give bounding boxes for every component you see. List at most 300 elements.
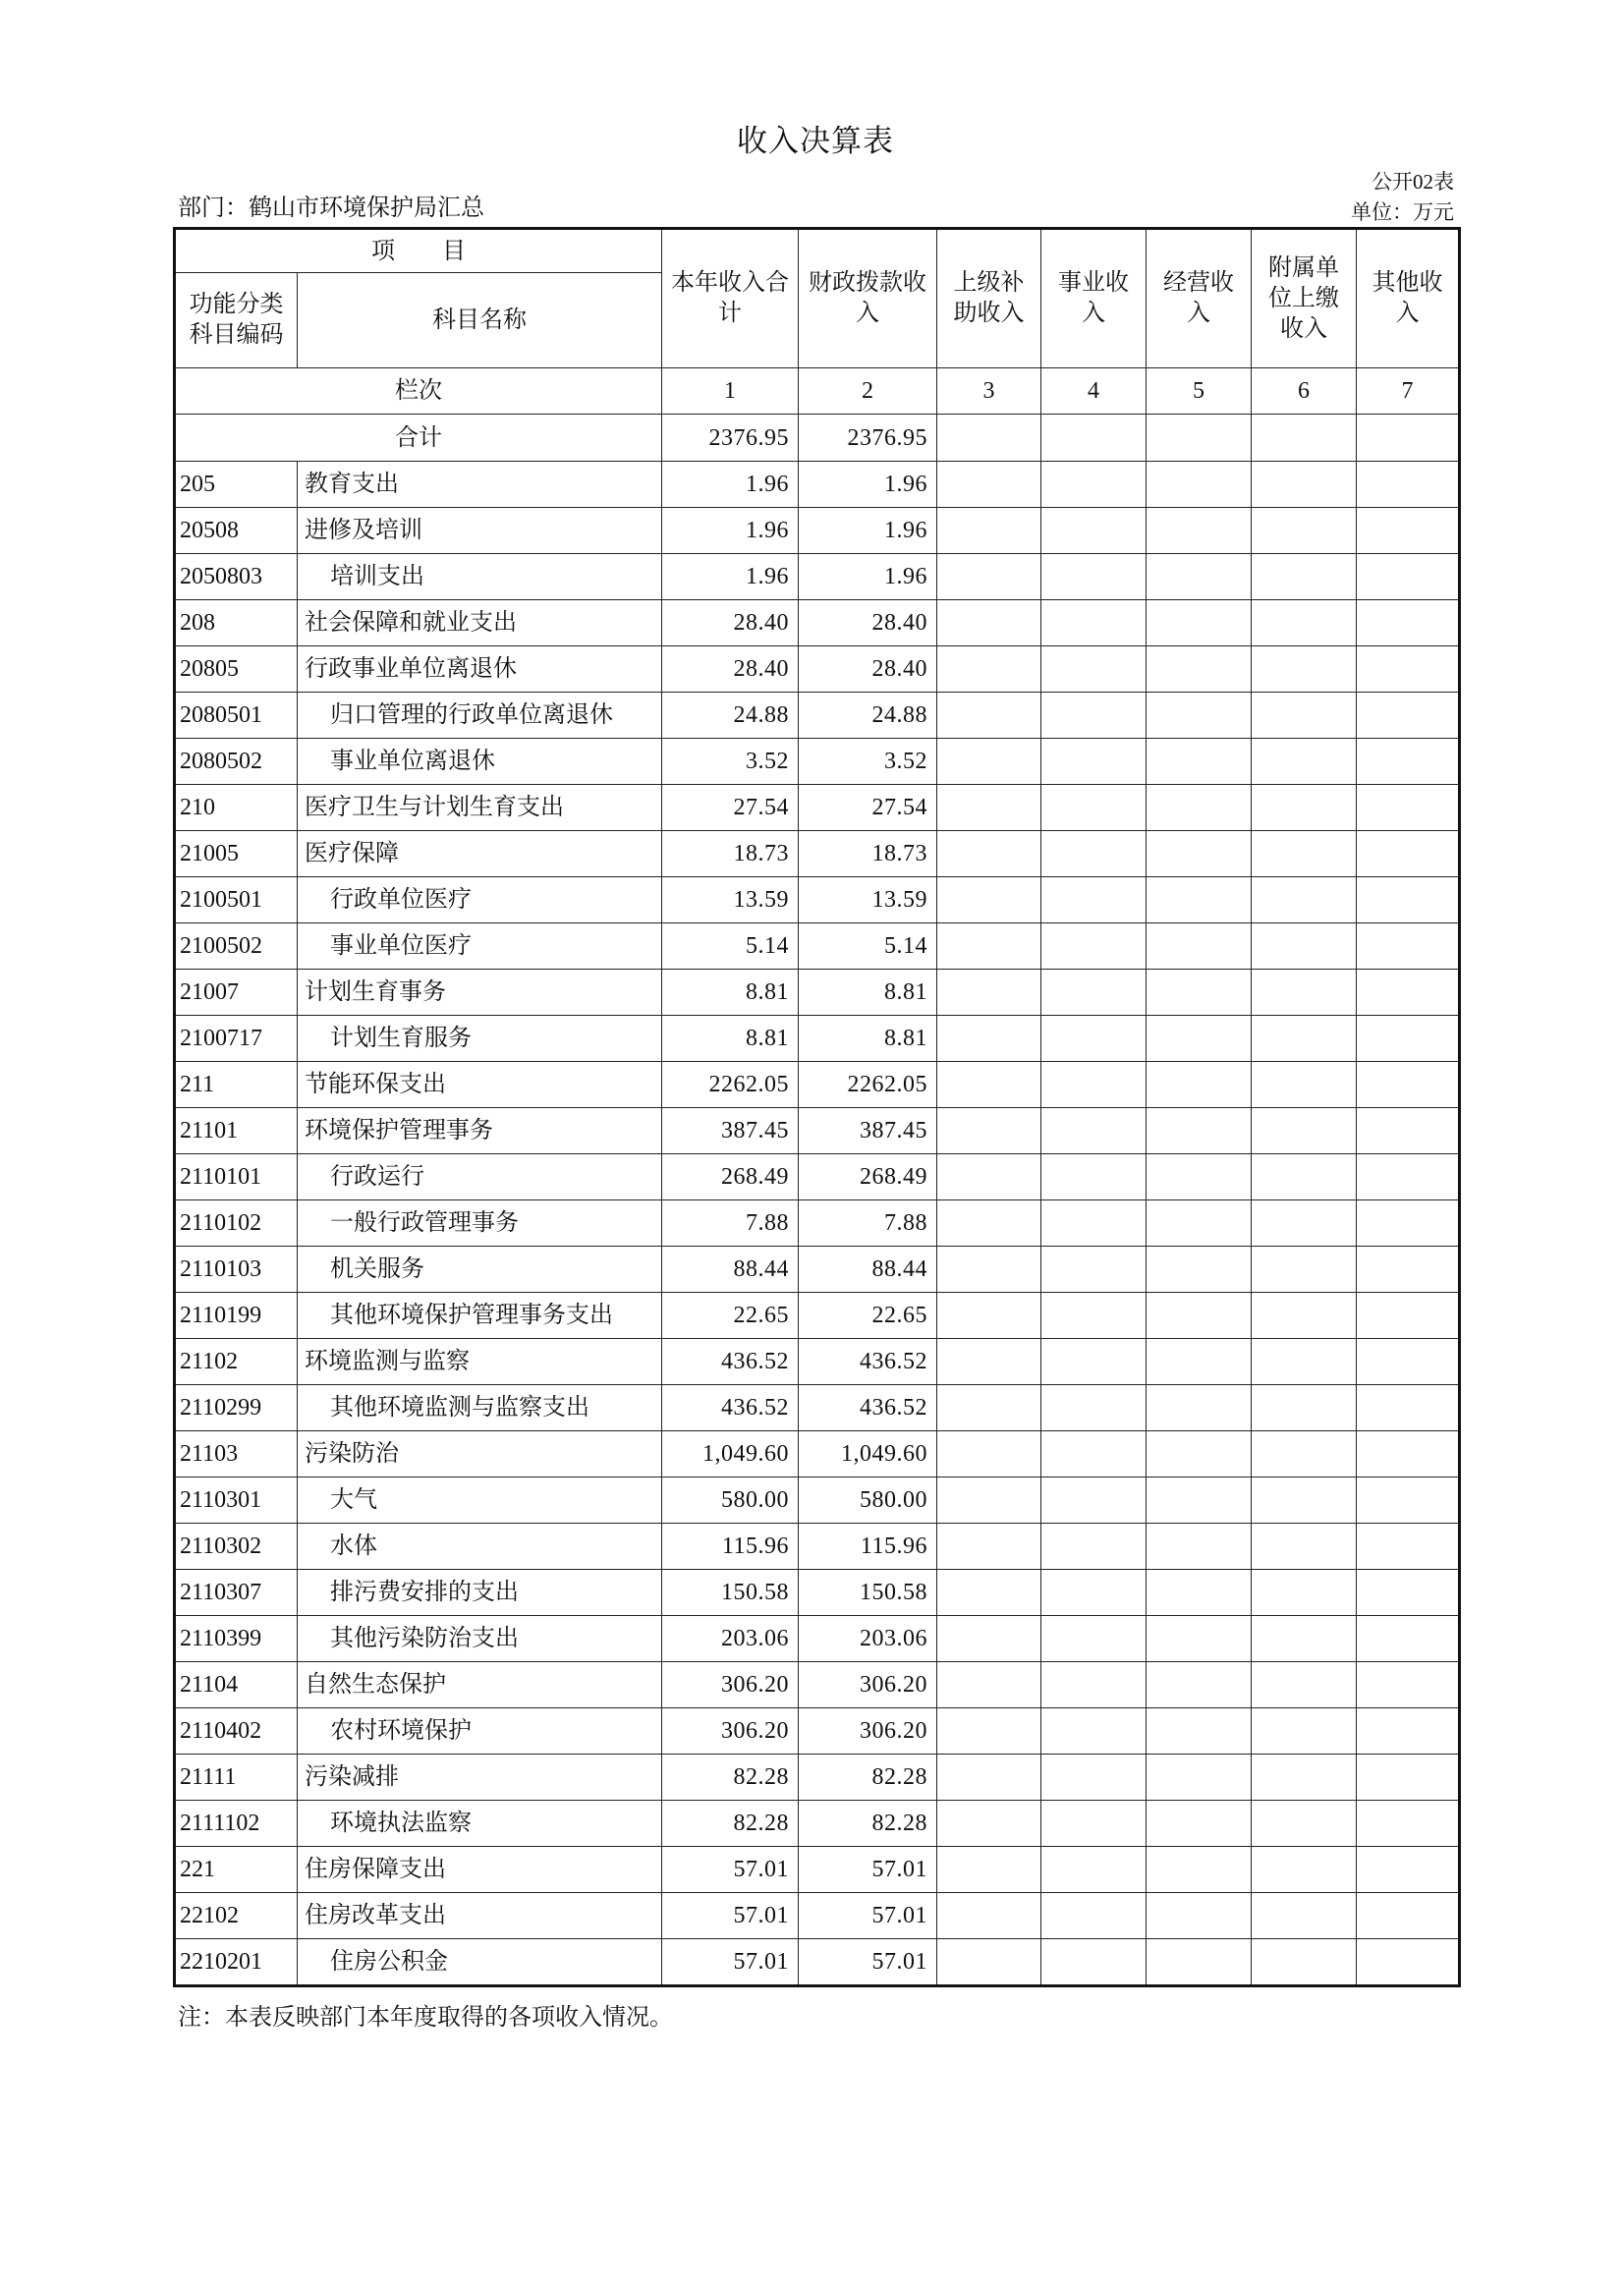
cell-operating-income bbox=[1147, 1108, 1252, 1154]
cell-business-income bbox=[1041, 600, 1147, 646]
row-name: 环境保护管理事务 bbox=[298, 1108, 662, 1154]
table-row bbox=[175, 1847, 1460, 1893]
cell-affiliated-remittance bbox=[1252, 508, 1357, 554]
cell-superior-subsidy bbox=[937, 1293, 1041, 1339]
cell-operating-income bbox=[1147, 923, 1252, 970]
cell-operating-income bbox=[1147, 785, 1252, 831]
cell-superior-subsidy bbox=[937, 923, 1041, 970]
cell-other-income bbox=[1357, 1755, 1460, 1801]
cell-income-total: 82.28 bbox=[662, 1755, 799, 1801]
cell-business-income bbox=[1041, 1247, 1147, 1293]
cell-affiliated-remittance bbox=[1252, 693, 1357, 739]
cell-other-income bbox=[1357, 1293, 1460, 1339]
cell-income-total: 8.81 bbox=[662, 970, 799, 1016]
table-row bbox=[175, 785, 1460, 831]
cell-fiscal-allocation: 22.65 bbox=[799, 1293, 937, 1339]
table-row bbox=[175, 508, 1460, 554]
table-row bbox=[175, 1339, 1460, 1385]
cell-superior-subsidy bbox=[937, 1108, 1041, 1154]
cell-operating-income bbox=[1147, 1570, 1252, 1616]
cell-other-income bbox=[1357, 1801, 1460, 1847]
cell-operating-income bbox=[1147, 877, 1252, 923]
cell-superior-subsidy bbox=[937, 1339, 1041, 1385]
cell-income-total: 387.45 bbox=[662, 1108, 799, 1154]
cell-operating-income bbox=[1147, 1431, 1252, 1478]
row-code: 21103 bbox=[175, 1431, 298, 1478]
cell-operating-income bbox=[1147, 1755, 1252, 1801]
cell-operating-income bbox=[1147, 1708, 1252, 1755]
row-index-number: 6 bbox=[1252, 368, 1357, 415]
department-label: 部门：鹤山市环境保护局汇总 bbox=[178, 195, 484, 221]
cell-operating-income bbox=[1147, 554, 1252, 600]
row-name: 其他污染防治支出 bbox=[298, 1616, 662, 1662]
cell-other-income bbox=[1357, 1200, 1460, 1247]
code-header bbox=[175, 273, 298, 368]
cell-superior-subsidy bbox=[937, 1708, 1041, 1755]
row-code: 205 bbox=[175, 462, 298, 508]
cell-income-total: 22.65 bbox=[662, 1293, 799, 1339]
cell-business-income bbox=[1041, 1431, 1147, 1478]
form-number: 公开02表 bbox=[1372, 170, 1454, 194]
cell-other-income bbox=[1357, 1247, 1460, 1293]
cell-income-total: 3.52 bbox=[662, 739, 799, 785]
cell-other-income bbox=[1357, 508, 1460, 554]
row-code: 2110299 bbox=[175, 1385, 298, 1431]
row-name: 行政单位医疗 bbox=[298, 877, 662, 923]
table-row bbox=[175, 646, 1460, 693]
table-row bbox=[175, 1478, 1460, 1524]
cell-business-income bbox=[1041, 739, 1147, 785]
cell-business-income bbox=[1041, 508, 1147, 554]
row-code: 221 bbox=[175, 1847, 298, 1893]
row-code: 2100717 bbox=[175, 1016, 298, 1062]
cell-business-income bbox=[1041, 693, 1147, 739]
cell-affiliated-remittance bbox=[1252, 831, 1357, 877]
cell-other-income bbox=[1357, 1062, 1460, 1108]
income-final-accounts-table bbox=[173, 227, 1461, 1987]
cell-affiliated-remittance bbox=[1252, 1570, 1357, 1616]
row-name: 医疗卫生与计划生育支出 bbox=[298, 785, 662, 831]
row-code: 20805 bbox=[175, 646, 298, 693]
cell-business-income bbox=[1041, 462, 1147, 508]
cell-affiliated-remittance bbox=[1252, 1893, 1357, 1939]
cell-other-income bbox=[1357, 785, 1460, 831]
cell-affiliated-remittance bbox=[1252, 785, 1357, 831]
cell-operating-income bbox=[1147, 1847, 1252, 1893]
total-income-total: 2376.95 bbox=[662, 415, 799, 462]
cell-other-income bbox=[1357, 693, 1460, 739]
cell-operating-income bbox=[1147, 415, 1252, 462]
cell-affiliated-remittance bbox=[1252, 1755, 1357, 1801]
cell-other-income bbox=[1357, 1939, 1460, 1986]
row-name: 污染防治 bbox=[298, 1431, 662, 1478]
row-name: 住房改革支出 bbox=[298, 1893, 662, 1939]
row-code: 21101 bbox=[175, 1108, 298, 1154]
cell-fiscal-allocation: 82.28 bbox=[799, 1755, 937, 1801]
cell-business-income bbox=[1041, 877, 1147, 923]
cell-affiliated-remittance bbox=[1252, 600, 1357, 646]
cell-business-income bbox=[1041, 785, 1147, 831]
cell-fiscal-allocation: 150.58 bbox=[799, 1570, 937, 1616]
col-header-affiliated-remittance-label: 附属单位上缴收入 bbox=[1268, 254, 1339, 342]
cell-affiliated-remittance bbox=[1252, 1247, 1357, 1293]
cell-operating-income bbox=[1147, 1616, 1252, 1662]
cell-fiscal-allocation: 27.54 bbox=[799, 785, 937, 831]
row-index-number: 1 bbox=[662, 368, 799, 415]
cell-superior-subsidy bbox=[937, 1154, 1041, 1200]
row-code: 20508 bbox=[175, 508, 298, 554]
cell-superior-subsidy bbox=[937, 462, 1041, 508]
row-index-label: 栏次 bbox=[175, 368, 662, 415]
cell-other-income bbox=[1357, 1662, 1460, 1708]
cell-income-total: 18.73 bbox=[662, 831, 799, 877]
row-index-number: 4 bbox=[1041, 368, 1147, 415]
table-row bbox=[175, 462, 1460, 508]
row-name: 进修及培训 bbox=[298, 508, 662, 554]
cell-business-income bbox=[1041, 646, 1147, 693]
cell-operating-income bbox=[1147, 1293, 1252, 1339]
row-index-number: 7 bbox=[1357, 368, 1460, 415]
cell-business-income bbox=[1041, 415, 1147, 462]
cell-other-income bbox=[1357, 1616, 1460, 1662]
table-row bbox=[175, 1200, 1460, 1247]
row-code: 2050803 bbox=[175, 554, 298, 600]
row-name: 大气 bbox=[298, 1478, 662, 1524]
col-header-fiscal-allocation bbox=[799, 229, 937, 368]
cell-affiliated-remittance bbox=[1252, 1339, 1357, 1385]
cell-operating-income bbox=[1147, 1939, 1252, 1986]
cell-fiscal-allocation: 387.45 bbox=[799, 1108, 937, 1154]
cell-affiliated-remittance bbox=[1252, 462, 1357, 508]
row-code: 2110102 bbox=[175, 1200, 298, 1247]
cell-income-total: 1,049.60 bbox=[662, 1431, 799, 1478]
table-row bbox=[175, 1524, 1460, 1570]
cell-income-total: 306.20 bbox=[662, 1708, 799, 1755]
cell-business-income bbox=[1041, 1847, 1147, 1893]
col-header-operating-income bbox=[1147, 229, 1252, 368]
cell-operating-income bbox=[1147, 1893, 1252, 1939]
cell-operating-income bbox=[1147, 1016, 1252, 1062]
cell-fiscal-allocation: 203.06 bbox=[799, 1616, 937, 1662]
col-header-business-income-label: 事业收入 bbox=[1058, 270, 1129, 326]
table-row bbox=[175, 554, 1460, 600]
table-row bbox=[175, 1755, 1460, 1801]
cell-fiscal-allocation: 57.01 bbox=[799, 1847, 937, 1893]
cell-operating-income bbox=[1147, 646, 1252, 693]
col-header-fiscal-allocation-label: 财政拨款收入 bbox=[809, 270, 926, 326]
cell-superior-subsidy bbox=[937, 600, 1041, 646]
row-name: 住房保障支出 bbox=[298, 1847, 662, 1893]
total-row bbox=[175, 415, 1460, 462]
table-row bbox=[175, 693, 1460, 739]
cell-affiliated-remittance bbox=[1252, 1016, 1357, 1062]
cell-fiscal-allocation: 28.40 bbox=[799, 646, 937, 693]
cell-operating-income bbox=[1147, 1200, 1252, 1247]
row-name: 计划生育服务 bbox=[298, 1016, 662, 1062]
cell-fiscal-allocation: 1,049.60 bbox=[799, 1431, 937, 1478]
cell-income-total: 150.58 bbox=[662, 1570, 799, 1616]
cell-other-income bbox=[1357, 1339, 1460, 1385]
cell-business-income bbox=[1041, 1385, 1147, 1431]
table-row bbox=[175, 970, 1460, 1016]
cell-superior-subsidy bbox=[937, 1478, 1041, 1524]
cell-income-total: 115.96 bbox=[662, 1524, 799, 1570]
cell-fiscal-allocation: 82.28 bbox=[799, 1801, 937, 1847]
cell-fiscal-allocation: 115.96 bbox=[799, 1524, 937, 1570]
cell-income-total: 1.96 bbox=[662, 508, 799, 554]
item-group-header: 项 目 bbox=[175, 229, 662, 273]
cell-business-income bbox=[1041, 1570, 1147, 1616]
row-code: 21102 bbox=[175, 1339, 298, 1385]
cell-fiscal-allocation: 24.88 bbox=[799, 693, 937, 739]
table-note: 注：本表反映部门本年度取得的各项收入情况。 bbox=[178, 2005, 673, 2031]
cell-business-income bbox=[1041, 970, 1147, 1016]
cell-other-income bbox=[1357, 1524, 1460, 1570]
row-name: 事业单位医疗 bbox=[298, 923, 662, 970]
row-name: 归口管理的行政单位离退休 bbox=[298, 693, 662, 739]
cell-fiscal-allocation: 3.52 bbox=[799, 739, 937, 785]
cell-income-total: 27.54 bbox=[662, 785, 799, 831]
cell-superior-subsidy bbox=[937, 1662, 1041, 1708]
table-row bbox=[175, 1247, 1460, 1293]
row-name: 事业单位离退休 bbox=[298, 739, 662, 785]
cell-other-income bbox=[1357, 1570, 1460, 1616]
col-header-superior-subsidy-label: 上级补助收入 bbox=[953, 270, 1025, 326]
cell-operating-income bbox=[1147, 1062, 1252, 1108]
cell-fiscal-allocation: 306.20 bbox=[799, 1662, 937, 1708]
cell-business-income bbox=[1041, 1154, 1147, 1200]
row-index-number: 2 bbox=[799, 368, 937, 415]
cell-superior-subsidy bbox=[937, 1385, 1041, 1431]
cell-superior-subsidy bbox=[937, 1570, 1041, 1616]
row-code: 2110399 bbox=[175, 1616, 298, 1662]
table-body bbox=[175, 462, 1460, 1986]
row-name: 污染减排 bbox=[298, 1755, 662, 1801]
cell-fiscal-allocation: 1.96 bbox=[799, 554, 937, 600]
cell-superior-subsidy bbox=[937, 646, 1041, 693]
table-row bbox=[175, 1801, 1460, 1847]
row-code: 210 bbox=[175, 785, 298, 831]
cell-business-income bbox=[1041, 1524, 1147, 1570]
cell-income-total: 57.01 bbox=[662, 1939, 799, 1986]
row-name: 其他环境监测与监察支出 bbox=[298, 1385, 662, 1431]
row-name: 住房公积金 bbox=[298, 1939, 662, 1986]
row-name: 教育支出 bbox=[298, 462, 662, 508]
cell-operating-income bbox=[1147, 693, 1252, 739]
row-code: 208 bbox=[175, 600, 298, 646]
row-code: 2110307 bbox=[175, 1570, 298, 1616]
row-name: 机关服务 bbox=[298, 1247, 662, 1293]
cell-fiscal-allocation: 5.14 bbox=[799, 923, 937, 970]
cell-operating-income bbox=[1147, 1247, 1252, 1293]
cell-income-total: 436.52 bbox=[662, 1339, 799, 1385]
row-code: 2110302 bbox=[175, 1524, 298, 1570]
cell-other-income bbox=[1357, 1893, 1460, 1939]
col-header-operating-income-label: 经营收入 bbox=[1163, 270, 1234, 326]
cell-affiliated-remittance bbox=[1252, 1616, 1357, 1662]
table-row bbox=[175, 923, 1460, 970]
table-row bbox=[175, 1893, 1460, 1939]
row-name: 行政运行 bbox=[298, 1154, 662, 1200]
cell-affiliated-remittance bbox=[1252, 1708, 1357, 1755]
cell-other-income bbox=[1357, 462, 1460, 508]
cell-fiscal-allocation: 18.73 bbox=[799, 831, 937, 877]
table-row bbox=[175, 1385, 1460, 1431]
cell-other-income bbox=[1357, 1708, 1460, 1755]
row-code: 2110103 bbox=[175, 1247, 298, 1293]
cell-business-income bbox=[1041, 1062, 1147, 1108]
cell-superior-subsidy bbox=[937, 1755, 1041, 1801]
cell-income-total: 28.40 bbox=[662, 646, 799, 693]
row-code: 2080501 bbox=[175, 693, 298, 739]
cell-other-income bbox=[1357, 1108, 1460, 1154]
row-name: 农村环境保护 bbox=[298, 1708, 662, 1755]
cell-income-total: 1.96 bbox=[662, 554, 799, 600]
cell-fiscal-allocation: 13.59 bbox=[799, 877, 937, 923]
cell-affiliated-remittance bbox=[1252, 646, 1357, 693]
cell-affiliated-remittance bbox=[1252, 970, 1357, 1016]
cell-other-income bbox=[1357, 646, 1460, 693]
row-index-number: 3 bbox=[937, 368, 1041, 415]
row-code: 2110101 bbox=[175, 1154, 298, 1200]
cell-affiliated-remittance bbox=[1252, 877, 1357, 923]
row-name: 行政事业单位离退休 bbox=[298, 646, 662, 693]
cell-business-income bbox=[1041, 1016, 1147, 1062]
cell-income-total: 88.44 bbox=[662, 1247, 799, 1293]
table-row bbox=[175, 1108, 1460, 1154]
row-name: 环境监测与监察 bbox=[298, 1339, 662, 1385]
cell-income-total: 306.20 bbox=[662, 1662, 799, 1708]
cell-business-income bbox=[1041, 1616, 1147, 1662]
cell-affiliated-remittance bbox=[1252, 1293, 1357, 1339]
cell-business-income bbox=[1041, 923, 1147, 970]
cell-income-total: 5.14 bbox=[662, 923, 799, 970]
cell-other-income bbox=[1357, 970, 1460, 1016]
table-row bbox=[175, 831, 1460, 877]
table-row bbox=[175, 877, 1460, 923]
row-name: 水体 bbox=[298, 1524, 662, 1570]
cell-other-income bbox=[1357, 600, 1460, 646]
cell-income-total: 13.59 bbox=[662, 877, 799, 923]
cell-fiscal-allocation: 57.01 bbox=[799, 1893, 937, 1939]
cell-affiliated-remittance bbox=[1252, 415, 1357, 462]
row-code: 21104 bbox=[175, 1662, 298, 1708]
cell-superior-subsidy bbox=[937, 877, 1041, 923]
cell-fiscal-allocation: 436.52 bbox=[799, 1385, 937, 1431]
cell-income-total: 82.28 bbox=[662, 1801, 799, 1847]
table-row bbox=[175, 1616, 1460, 1662]
cell-fiscal-allocation: 306.20 bbox=[799, 1708, 937, 1755]
row-name: 排污费安排的支出 bbox=[298, 1570, 662, 1616]
col-header-income-total-label: 本年收入合计 bbox=[671, 270, 789, 326]
cell-operating-income bbox=[1147, 1801, 1252, 1847]
cell-fiscal-allocation: 8.81 bbox=[799, 1016, 937, 1062]
cell-fiscal-allocation: 2262.05 bbox=[799, 1062, 937, 1108]
table-row bbox=[175, 1570, 1460, 1616]
cell-operating-income bbox=[1147, 508, 1252, 554]
cell-operating-income bbox=[1147, 970, 1252, 1016]
cell-fiscal-allocation: 88.44 bbox=[799, 1247, 937, 1293]
cell-fiscal-allocation: 28.40 bbox=[799, 600, 937, 646]
cell-superior-subsidy bbox=[937, 739, 1041, 785]
cell-other-income bbox=[1357, 877, 1460, 923]
cell-superior-subsidy bbox=[937, 1893, 1041, 1939]
cell-business-income bbox=[1041, 1662, 1147, 1708]
cell-superior-subsidy bbox=[937, 1016, 1041, 1062]
cell-affiliated-remittance bbox=[1252, 1108, 1357, 1154]
cell-superior-subsidy bbox=[937, 1847, 1041, 1893]
cell-other-income bbox=[1357, 1847, 1460, 1893]
cell-other-income bbox=[1357, 923, 1460, 970]
income-table-container bbox=[173, 227, 1458, 2033]
row-index-number: 5 bbox=[1147, 368, 1252, 415]
cell-superior-subsidy bbox=[937, 554, 1041, 600]
cell-affiliated-remittance bbox=[1252, 1847, 1357, 1893]
cell-affiliated-remittance bbox=[1252, 1385, 1357, 1431]
cell-income-total: 28.40 bbox=[662, 600, 799, 646]
cell-superior-subsidy bbox=[937, 785, 1041, 831]
row-code: 211 bbox=[175, 1062, 298, 1108]
row-name: 医疗保障 bbox=[298, 831, 662, 877]
row-name: 其他环境保护管理事务支出 bbox=[298, 1293, 662, 1339]
row-code: 2110402 bbox=[175, 1708, 298, 1755]
cell-income-total: 57.01 bbox=[662, 1847, 799, 1893]
table-row bbox=[175, 1016, 1460, 1062]
cell-superior-subsidy bbox=[937, 1939, 1041, 1986]
cell-income-total: 8.81 bbox=[662, 1016, 799, 1062]
table-row bbox=[175, 739, 1460, 785]
col-header-business-income bbox=[1041, 229, 1147, 368]
row-code: 2080502 bbox=[175, 739, 298, 785]
cell-affiliated-remittance bbox=[1252, 554, 1357, 600]
cell-business-income bbox=[1041, 1708, 1147, 1755]
page-title: 收入决算表 bbox=[737, 124, 894, 158]
row-name: 社会保障和就业支出 bbox=[298, 600, 662, 646]
col-header-superior-subsidy bbox=[937, 229, 1041, 368]
cell-superior-subsidy bbox=[937, 1524, 1041, 1570]
row-code: 2210201 bbox=[175, 1939, 298, 1986]
cell-affiliated-remittance bbox=[1252, 739, 1357, 785]
row-code: 21005 bbox=[175, 831, 298, 877]
cell-fiscal-allocation: 8.81 bbox=[799, 970, 937, 1016]
cell-business-income bbox=[1041, 554, 1147, 600]
cell-income-total: 203.06 bbox=[662, 1616, 799, 1662]
cell-operating-income bbox=[1147, 1385, 1252, 1431]
cell-affiliated-remittance bbox=[1252, 1062, 1357, 1108]
table-row bbox=[175, 1062, 1460, 1108]
cell-superior-subsidy bbox=[937, 415, 1041, 462]
row-code: 2100501 bbox=[175, 877, 298, 923]
table-row bbox=[175, 1708, 1460, 1755]
table-row bbox=[175, 600, 1460, 646]
cell-business-income bbox=[1041, 1108, 1147, 1154]
total-fiscal-allocation: 2376.95 bbox=[799, 415, 937, 462]
cell-business-income bbox=[1041, 1293, 1147, 1339]
cell-business-income bbox=[1041, 1801, 1147, 1847]
cell-business-income bbox=[1041, 1339, 1147, 1385]
row-code: 22102 bbox=[175, 1893, 298, 1939]
cell-income-total: 436.52 bbox=[662, 1385, 799, 1431]
cell-other-income bbox=[1357, 739, 1460, 785]
cell-fiscal-allocation: 268.49 bbox=[799, 1154, 937, 1200]
cell-business-income bbox=[1041, 831, 1147, 877]
table-row bbox=[175, 1154, 1460, 1200]
cell-business-income bbox=[1041, 1200, 1147, 1247]
cell-operating-income bbox=[1147, 462, 1252, 508]
cell-affiliated-remittance bbox=[1252, 1478, 1357, 1524]
cell-fiscal-allocation: 580.00 bbox=[799, 1478, 937, 1524]
code-header-label: 功能分类科目编码 bbox=[189, 292, 284, 348]
